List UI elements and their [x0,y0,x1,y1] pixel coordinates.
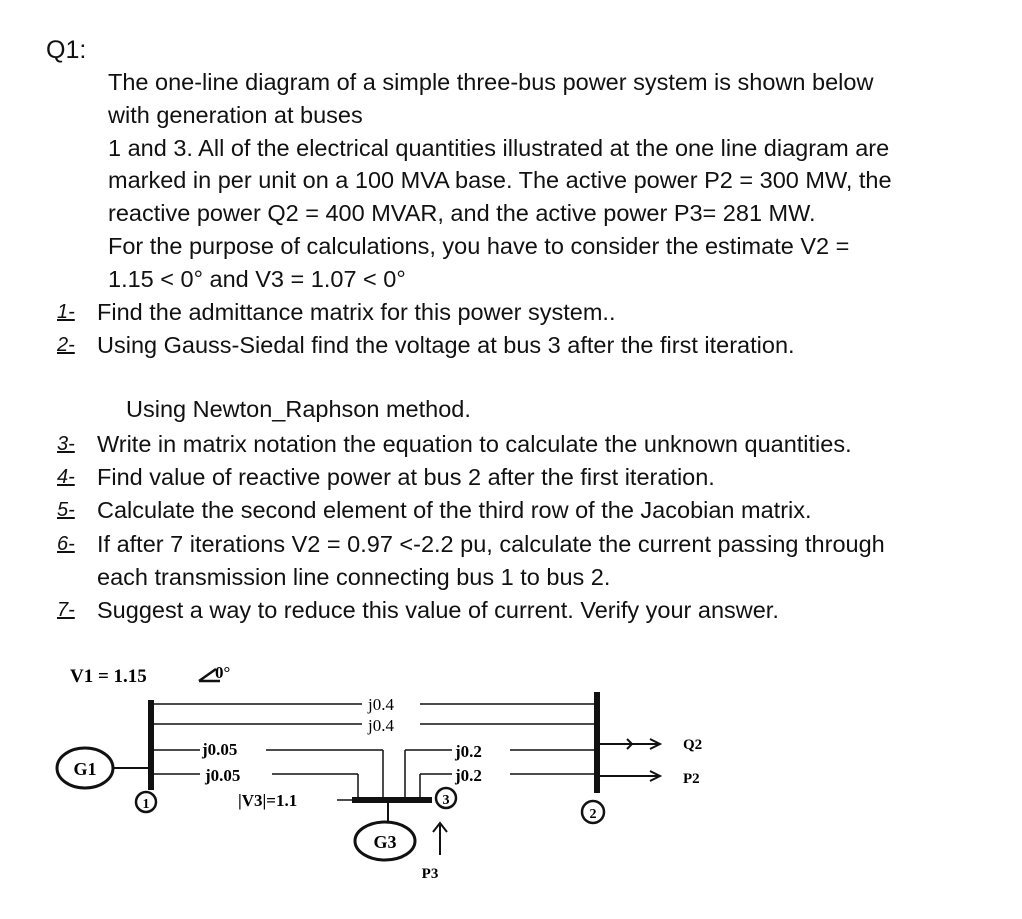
task-text: Find value of reactive power at bus 2 after the first iteration. [97,464,715,490]
intro-line: marked in per unit on a 100 MVA base. The active power P2 = 300 MW, the [108,167,892,194]
question-label: Q1: [46,36,87,64]
task-number: 4- [57,466,75,488]
task-text: Suggest a way to reduce this value of current. Verify your answer. [97,597,779,623]
task-number: 6- [57,533,75,555]
task-text: Calculate the second element of the third row of the Jacobian matrix. [97,497,812,523]
v3-magnitude-label: |V3|=1.1 [238,791,298,810]
problem-statement [108,66,998,296]
task-text: Write in matrix notation the equation to calculate the unknown quantities. [97,431,852,457]
intro-line: reactive power Q2 = 400 MVAR, and the active power P3= 281 MW. [108,200,816,227]
q2-arrow-icon [600,739,660,749]
one-line-diagram [0,640,1022,919]
p3-arrow-icon [433,823,447,855]
task-text: If after 7 iterations V2 = 0.97 <-2.2 pu, calculate the current passing through [97,531,885,557]
intro-line: The one-line diagram of a simple three-bus power system is shown below [108,69,874,95]
p3-label: P3 [421,866,439,882]
line12-impedance-top: j0.4 [368,695,394,714]
task-text: Using Gauss-Siedal find the voltage at bus 3 after the first iteration. [97,332,795,358]
bus1-label: 1 [142,797,150,812]
v1-angle-label: 0° [215,663,231,682]
intro-line: 1.15 < 0° and V3 = 1.07 < 0° [108,265,406,292]
intro-line: 1 and 3. All of the electrical quantities illustrated at the one line diagram are [108,134,890,161]
task-number: 7- [57,599,75,621]
g3-label: G3 [373,832,397,852]
task-text: Find the admittance matrix for this power system.. [97,299,616,325]
bus3-label: 3 [442,793,450,808]
line13-impedance-bottom: j0.05 [205,766,241,785]
p2-arrow-icon [600,771,660,781]
q2-label: Q2 [683,737,703,753]
line32-impedance-bottom: j0.2 [455,766,482,785]
g1-label: G1 [73,759,97,779]
v1-label: V1 = 1.15 [70,666,147,687]
intro-line: with generation at buses [108,101,363,128]
p2-label: P2 [683,771,700,787]
task-number: 1- [57,301,75,323]
task-text: each transmission line connecting bus 1 to bus 2. [97,564,611,590]
line32-impedance-top: j0.2 [455,742,482,761]
task-number: 2- [57,334,75,356]
intro-line: For the purpose of calculations, you have to consider the estimate V2 = [108,232,850,259]
line12-impedance-bottom: j0.4 [368,716,394,735]
newton-raphson-heading: Using Newton_Raphson method. [126,396,471,422]
task-number: 5- [57,499,75,521]
task-number: 3- [57,433,75,455]
bus2-label: 2 [589,807,597,822]
line13-impedance-top: j0.05 [202,740,238,759]
